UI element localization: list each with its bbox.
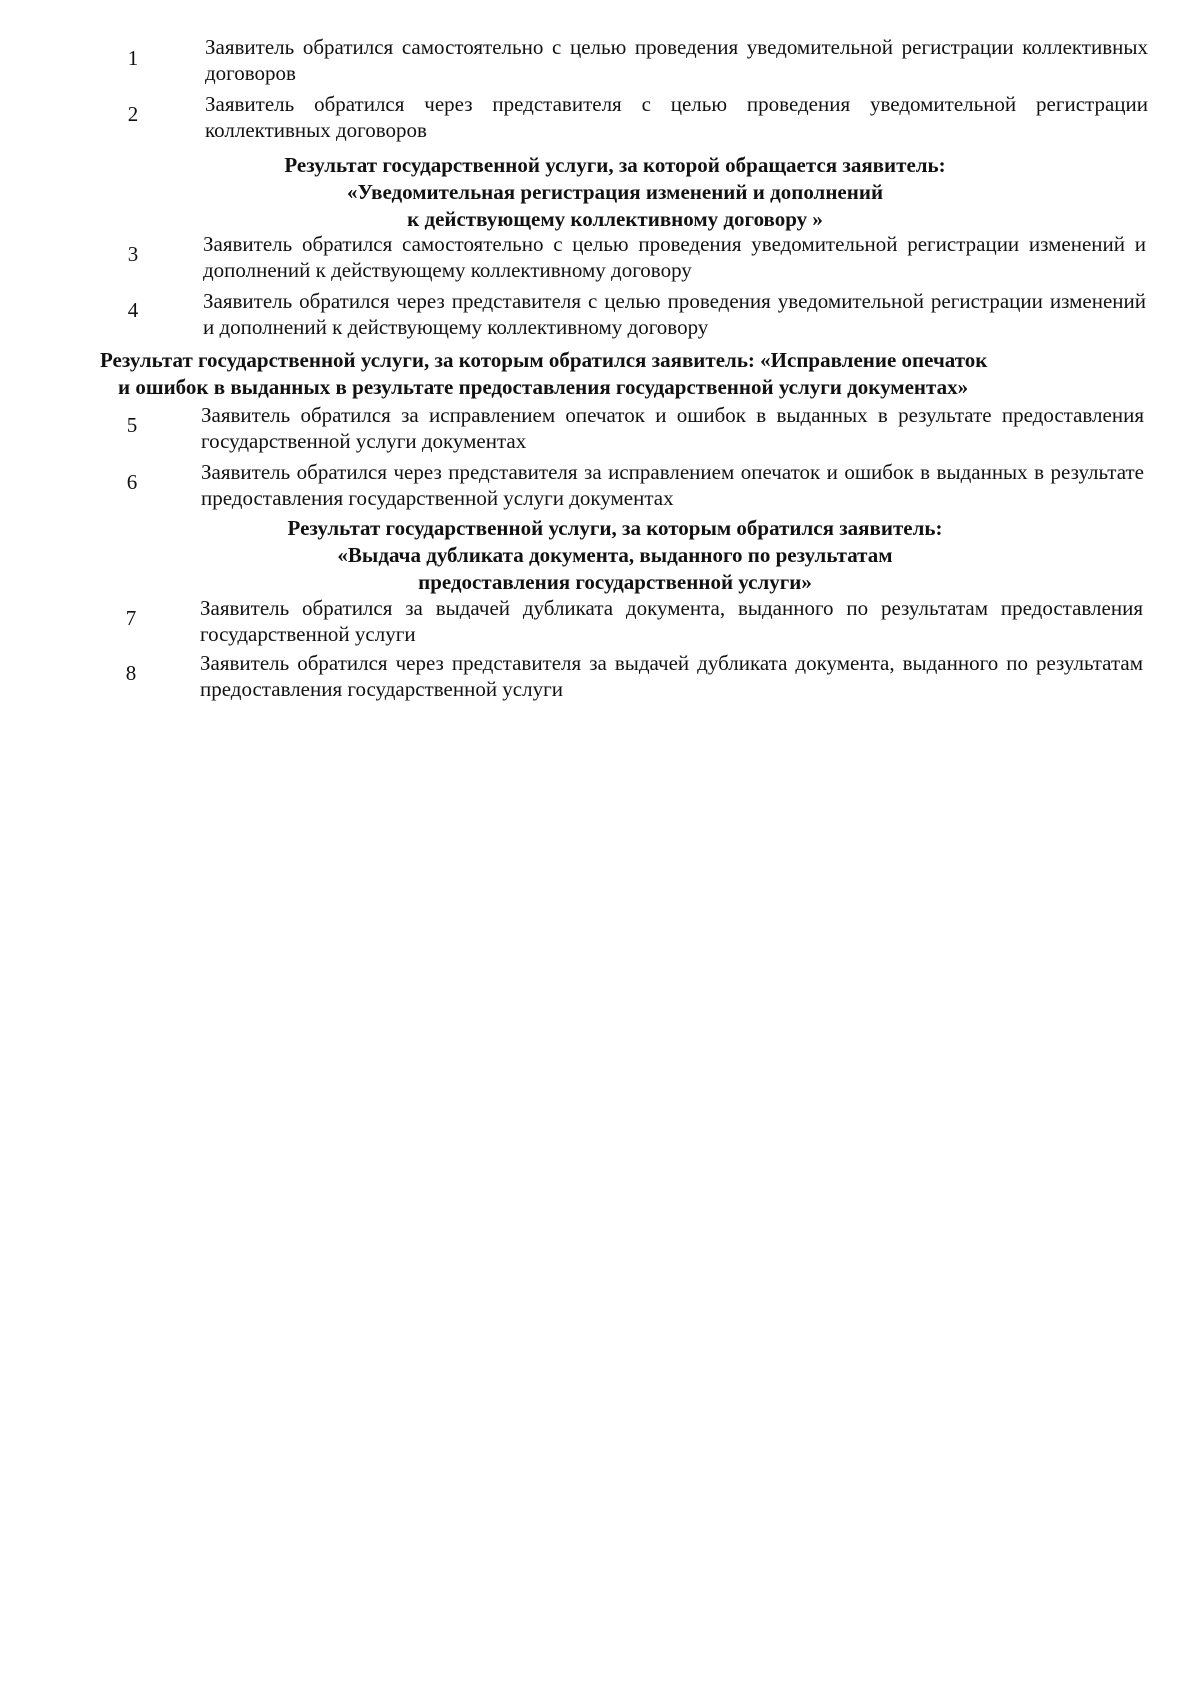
- heading-line: и ошибок в выданных в результате предоставления государственной услуги документах»: [118, 375, 969, 399]
- item-number: 1: [127, 46, 139, 70]
- item-text: Заявитель обратился через представителя за исправлением опечаток и ошибок в выданных в результате предоставления государственной услуги документах: [201, 460, 1144, 510]
- item-number: 5: [126, 413, 138, 437]
- heading-line: Результат государственной услуги, за которым обратился заявитель:: [287, 516, 943, 540]
- item-number: 7: [125, 606, 137, 630]
- item-text: Заявитель обратился за выдачей дубликата документа, выданного по результатам предоставления государственной услуги: [200, 596, 1143, 646]
- item-number: 4: [127, 298, 139, 322]
- item-text: Заявитель обратился через представителя с целью проведения уведомительной регистрации изменений и дополнений к действующему коллективному договору: [203, 289, 1146, 339]
- heading-line: «Выдача дубликата документа, выданного по результатам: [337, 543, 893, 567]
- item-text: Заявитель обратился через представителя за выдачей дубликата документа, выданного по результатам предоставления государственной услуги: [200, 651, 1143, 701]
- item-number: 2: [127, 102, 139, 126]
- item-text: Заявитель обратился через представителя с целью проведения уведомительной регистрации коллективных договоров: [205, 92, 1148, 142]
- section-heading: [100, 347, 1140, 401]
- heading-line: Результат государственной услуги, за которым обратился заявитель: «Исправление опечаток: [100, 348, 988, 372]
- heading-line: предоставления государственной услуги»: [418, 570, 812, 594]
- item-text: Заявитель обратился самостоятельно с целью проведения уведомительной регистрации изменений и дополнений к действующему коллективному договору: [203, 232, 1146, 282]
- heading-line: «Уведомительная регистрация изменений и дополнений: [346, 180, 884, 204]
- heading-line: Результат государственной услуги, за которой обращается заявитель:: [284, 153, 946, 177]
- item-text: Заявитель обратился самостоятельно с целью проведения уведомительной регистрации коллективных договоров: [205, 35, 1148, 85]
- heading-line: к действующему коллективному договору »: [407, 207, 823, 231]
- section-heading: [0, 152, 1200, 233]
- section-heading: [0, 515, 1200, 596]
- item-number: 8: [125, 661, 137, 685]
- item-number: 6: [126, 470, 138, 494]
- item-text: Заявитель обратился за исправлением опечаток и ошибок в выданных в результате предоставления государственной услуги документах: [201, 403, 1144, 453]
- item-number: 3: [127, 242, 139, 266]
